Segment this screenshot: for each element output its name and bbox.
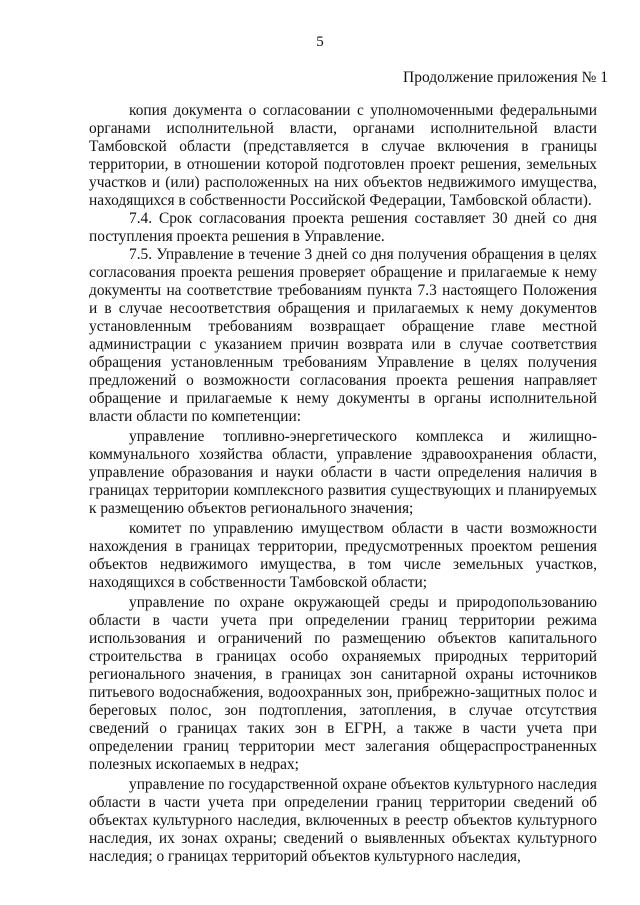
paragraph-property-committee: комитет по управлению имуществом области в части возможности нахождения в границах территории, предусмотренных проектом решения объектов недвижимого имущества, в том числе земельных участков, находящихся в собственности Тамбовской области; (89, 520, 597, 591)
page-number: 5 (316, 34, 324, 50)
paragraph-fuel-energy: управление топливно-энергетического комплекса и жилищно-коммунального хозяйства области, управление здравоохранения области, управление образования и науки области в части определения наличия в границах территории комплексного развития существующих и планируемых к размещению объектов регионального значения; (89, 428, 597, 517)
paragraph-approval-copy: копия документа о согласовании с уполномоченными федеральными органами исполнительной власти, органами исполнительной власти Тамбовской области (представляется в случае включения в границы территории, в отношении которой подготовлен проект решения, земельных участков и (или) расположенных на них объектов недвижимого имущества, находящихся в собственности Российской Федерации, Тамбовской области). (89, 102, 597, 209)
paragraph-cultural-heritage: управление по государственной охране объектов культурного наследия области в части учета при определении границ территории сведений об объектах культурного наследия, включенных в реестр объектов культурного наследия, их зонах охраны; сведений о выявленных объектах культурного наследия; о границах территорий объектов культурного наследия, (89, 776, 597, 865)
paragraph-environment: управление по охране окружающей среды и природопользованию области в части учета при определении границ территории режима использования и ограничений по размещению объектов капитального строительства в границах особо охраняемых природных территорий регионального значения, в границах зон санитарной охраны источников питьевого водоснабжения, водоохранных зон, прибрежно-защитных полос и береговых полос, зон подтопления, затопления, в случае отсутствия сведений о границах таких зон в ЕГРН, а также в части учета при определении границ территории мест залегания общераспространенных полезных ископаемых в недрах; (89, 594, 597, 773)
paragraph-7-4: 7.4. Срок согласования проекта решения составляет 30 дней со дня поступления проекта решения в Управление. (89, 210, 597, 245)
document-body (89, 102, 597, 866)
paragraph-7-5: 7.5. Управление в течение 3 дней со дня получения обращения в целях согласования проекта решения проверяет обращение и прилагаемые к нему документы на соответствие требованиям пункта 7.3 настоящего Положения и в случае несоответствия обращения и прилагаемых к нему документов установленным требованиям возвращает обращение главе местной администрации с указанием причин возврата или в случае соответствия обращения установленным требованиям Управление в целях получения предложений о возможности согласования проекта решения направляет обращение и прилагаемые к нему документы в органы исполнительной власти области по компетенции: (89, 246, 597, 425)
annex-title: Продолжение приложения № 1 (403, 69, 608, 86)
